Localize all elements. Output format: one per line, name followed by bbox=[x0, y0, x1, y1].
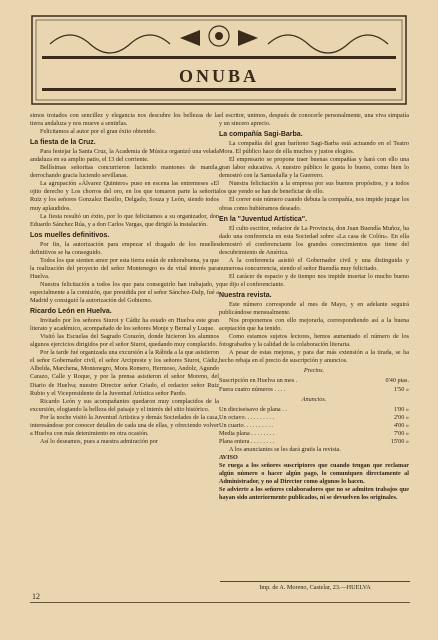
paragraph: simos trotados con sencillez y elegancia nos descubre los bellezas de la tierra andaluza y nos mueve a sentirlas. bbox=[30, 112, 219, 128]
section-heading: La fiesta de la Cruz. bbox=[30, 139, 96, 147]
section-heading: Ricardo León en Huelva. bbox=[30, 308, 112, 316]
paragraph: Como estamos sujetos lectores, hemos aumentado el número de los fotograbados y la calidad de la colaboración literaria. bbox=[219, 333, 409, 349]
paragraph: La agrupación «Álvarez Quintero» puso en escena las entremeses «El ojito derecho y Los chorros del oro, en los que tomaron parte la señorita Ruiz y los señores Gonzalez Basilio, Delgado, Souza y León, siendo todos muy aplaudidos. bbox=[30, 180, 219, 212]
paragraph: Por la tarde fué organizada una excursión a la Rábida a la que asistieron el señor Gobernador civil, el señor Arcipreste y los señores Siurot, Cádiz, Albelda, Marchena, Montenegro, Mora Romero, Hermoso, Andolz, Agundo Carazo, Calle y Roque, y por la prensa asistieron el señor Moreno, del Diario de Huelva; nuestro Director señor Criado, el redactor señor Ruiz Rubio y el Vicepresidente de la Juventud Artística señor Pardo. bbox=[30, 349, 219, 397]
section-heading: Los muelles definitivos. bbox=[30, 231, 110, 239]
rate-label: Suscripción en Huelva un mes . bbox=[219, 377, 298, 385]
rate-value: 2'00 » bbox=[393, 413, 409, 421]
rate-row bbox=[219, 438, 409, 446]
paragraph: Por la noche visitó la Juventud Artística y demás Sociedades de la casa, interesándose por conocer detalles de cada una de ellas, y ofreciendo volver a Huelva con más detenimiento en otra ocasión. bbox=[30, 413, 219, 437]
paragraph: El correr este número cuando debuta la compañía, nos impide juzgar los obras como hubiéramos deseado. bbox=[219, 196, 409, 212]
paragraph: Invitado por los señores Siurot y Cádiz ha estado en Huelva este gran literato y académico, acompañado de los señores Monje y Bernal y Luque. bbox=[30, 317, 219, 333]
rate-row bbox=[219, 406, 409, 414]
subheading: Anuncios. bbox=[301, 395, 327, 403]
rate-value: 0'40 ptas. bbox=[385, 377, 409, 385]
rate-row bbox=[219, 414, 409, 422]
rate-row bbox=[219, 430, 409, 438]
paragraph: El culto escritor, redactor de La Provincia, don Juan Buendía Muñoz, ha dado una conferencia en esta Sociedad sobre «La casa de Colón». En ella demostró el conferenciante los grandes conocimientos que tiene del descubrimiento de América. bbox=[219, 224, 409, 256]
rate-value: 15'00 » bbox=[390, 437, 409, 445]
section-heading: En la "Juventud Artística". bbox=[219, 215, 308, 223]
rate-value: 4'00 » bbox=[393, 421, 409, 429]
rate-row bbox=[219, 386, 409, 394]
paragraph: A los anunciantes se les dará gratis la revista. bbox=[229, 445, 341, 453]
section-heading: Nuestra revista. bbox=[219, 291, 272, 299]
page-number: 12 bbox=[32, 592, 40, 601]
paragraph: Este número corresponde al mes de Mayo, y en adelante seguirá publicándose mensualmente. bbox=[219, 301, 409, 317]
rate-label: Media plana . . . . . . . . bbox=[219, 429, 275, 437]
notice-text: AVISO bbox=[219, 453, 238, 461]
rate-label: Fuera cuatro números . . . . bbox=[219, 385, 286, 393]
paragraph: El carácer de espacio y de tiempo nos impide insertar lo mucho bueno que dijo el conferenciante. bbox=[219, 272, 409, 288]
rate-value: 1'00 » bbox=[393, 405, 409, 413]
rate-value: 7'00 » bbox=[393, 429, 409, 437]
left-column bbox=[30, 112, 219, 446]
right-column bbox=[219, 112, 409, 502]
paragraph: Bellísimas señoritas concurrieron luciendo mantones de manila, derrochando gracia luciendo sevillanas. bbox=[30, 164, 219, 180]
paragraph: La fiesta resultó un éxito, por lo que felicitamos a su organizador, don Eduardo Sánchez Rúa, y a don Carlos Vargas, que dirigió la instalación. bbox=[30, 212, 219, 228]
rate-row bbox=[219, 422, 409, 430]
paragraph: el escritor, unimos, después de conocerle personalmente, una viva simpatía y un sincero aprecio. bbox=[219, 112, 409, 128]
paragraph: Por fin, la autorización para empezar el dragado de los muelles definitivos se ha conseguido. bbox=[30, 240, 219, 256]
paragraph: A la conferencia asistió el Gobernador civil y una distinguida y numerosa concurrencia, siendo el señor Buendía muy felicitado. bbox=[219, 256, 409, 272]
paragraph: Ricardo León y sus acompañantes quedaron muy complacidos de la excursión, elogiando la belleza del paisaje y el interés del sitio histórico. bbox=[30, 397, 219, 413]
paragraph: Felicitamos al autor por el gran éxito obtenido. bbox=[40, 128, 157, 136]
paragraph: El empresario se propone traer buenas compañías y hará con ello una gran labor educativa. A nuestro público le gusta lo bueno, como bien lo demostró con la Santaolalla y la Guerrero. bbox=[219, 156, 409, 180]
rate-label: Un dieciseisavo de plana . . bbox=[219, 405, 287, 413]
paragraph: Nuestra felicitación a la empresa por sus buenos propósitos, y a todos los que yendo se han de beneficiar de ello. bbox=[219, 180, 409, 196]
masthead-title: ONUBA bbox=[178, 66, 259, 86]
notice-text: Se ruega a los señores suscriptores que cuando tengan que reclamar algún número o hacer algún pago, lo comuniquen directamente al Administrador, y no al Director como algunos lo hacen. bbox=[219, 461, 409, 486]
rate-label: Un octavo. . . . . . . . . . bbox=[219, 413, 274, 421]
subheading: Precios. bbox=[303, 367, 325, 375]
paragraph: La compañía del gran barítono Sagi-Barba está actuando en el Teatro Mora. El público hace de ella muchos y justos elogios. bbox=[219, 140, 409, 156]
bottom-rule bbox=[30, 602, 410, 603]
paragraph: Visitó las Escuelas del Sagrado Corazón, donde hicieron los alumnos algunos ejercicios dirigidos por el señor Siurot, quedando muy complacido. bbox=[30, 333, 219, 349]
notice-text: Se advierte a los señores colaboradores que no se admiten trabajos que hayan sido anteriormente publicados, ni se devuelven los originales. bbox=[219, 486, 409, 502]
paragraph: Para festejar la Santa Cruz, la Academia de Música organizó una velada andaluza en su amplio patio, el 13 del corriente. bbox=[30, 148, 219, 164]
rate-label: Un cuarto. . . . . . . . . . bbox=[219, 421, 273, 429]
section-heading: La compañía Sagi-Barba. bbox=[219, 131, 303, 139]
imprint: Imp. de A. Moreno, Castelar, 23.—HUELVA bbox=[259, 584, 371, 591]
masthead-ornament bbox=[30, 14, 408, 106]
imprint-rule bbox=[220, 581, 410, 582]
rate-label: Plana entera . . . . . . . . bbox=[219, 437, 275, 445]
paragraph: Así lo deseamos, pues a nuestra admiración por bbox=[40, 437, 158, 445]
paragraph: Nos proponemos con ello mejorarla, correspondiendo así a la buena aceptación que ha tenido. bbox=[219, 317, 409, 333]
paragraph: A pesar de estas mejoras, y para dar más extensión a la tirada, se ha hecho rebaja en el precio de suscripción y anuncios. bbox=[219, 349, 409, 365]
paragraph: Todos los que sienten amor por esta tierra están de enhorabuena, ya que la realización del proyecto del señor Montenegro es de vital interés para Huelva. bbox=[30, 256, 219, 280]
rate-value: 1'50 » bbox=[393, 385, 409, 393]
rate-row bbox=[219, 377, 409, 385]
masthead bbox=[30, 14, 408, 106]
paragraph: Nuestra felicitación a todos los que para conseguirlo han trabajado, y especialmente a la comisión, que presidida por el señor Sánchez-Dalp, fué a Madrid y consiguió la autorización del Gobierno. bbox=[30, 280, 219, 305]
